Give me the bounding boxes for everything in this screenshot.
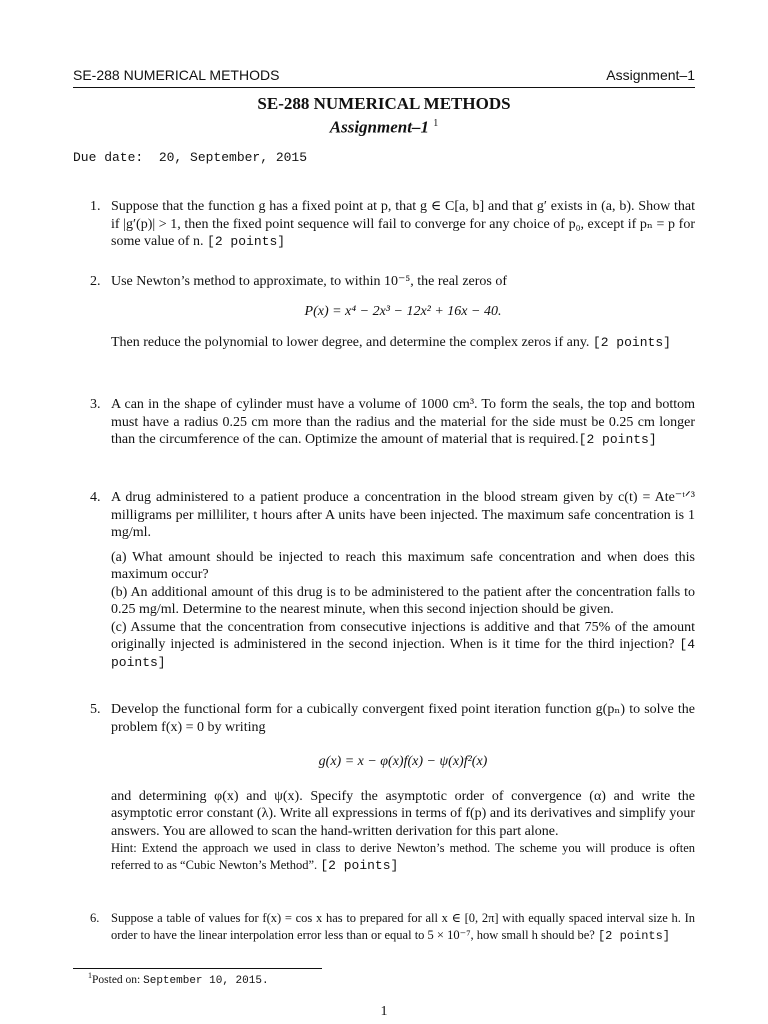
footnote-rule bbox=[73, 968, 322, 969]
problem-number: 5. bbox=[90, 702, 101, 717]
problem-number: 4. bbox=[90, 490, 101, 505]
problem-text: Develop the functional form for a cubically convergent fixed point iteration function g(pₙ) to solve the problem f(x) = 0 by writing bbox=[111, 702, 695, 735]
problem-points: [2 points] bbox=[578, 432, 657, 447]
problem-number: 6. bbox=[90, 911, 100, 925]
problem-text: Suppose that the function g has a fixed point at p, that g ∈ C[a, b] and that g′ exists in (a, b). Show that if |g′(p)| > 1, then the fixed point sequence will fail to converge for any choice of p₀, except if pₙ = p for some value of n. bbox=[111, 199, 695, 249]
footnote-label: Posted on: bbox=[92, 973, 141, 986]
problem-part-c: (c) Assume that the concentration from consecutive injections is additive and that 75% of the amount originally injected is administered in the second injection. When is it time for the third injection? bbox=[111, 619, 695, 652]
problem-equation: g(x) = x − φ(x)f(x) − ψ(x)f²(x) bbox=[318, 754, 488, 769]
document-title bbox=[73, 94, 695, 138]
running-header-right: Assignment–1 bbox=[606, 67, 695, 83]
problem-points: [2 points] bbox=[320, 858, 399, 873]
problem-points: [4 points] bbox=[111, 637, 695, 670]
problem-3 bbox=[73, 396, 695, 449]
problem-hint: Hint: Extend the approach we used in class to derive Newton’s method. The scheme you will produce is often referred to as “Cubic Newton’s Method”. bbox=[111, 841, 695, 872]
problem-points: [2 points] bbox=[207, 234, 286, 249]
due-date: Due date: 20, September, 2015 bbox=[73, 150, 308, 165]
title-line-2: Assignment–1 bbox=[329, 117, 429, 137]
problem-points: [2 points] bbox=[592, 335, 671, 350]
problem-5 bbox=[73, 701, 695, 874]
problem-text: Use Newton’s method to approximate, to within 10⁻⁵, the real zeros of bbox=[111, 274, 508, 289]
problem-text: A can in the shape of cylinder must have a volume of 1000 cm³. To form the seals, the top and bottom must have a radius 0.25 cm more than the radius and the material for the side must be 0.25 cm longer than the circumference of the can. Optimize the amount of material that is required. bbox=[111, 397, 695, 447]
problem-1 bbox=[73, 198, 695, 251]
running-header-left: SE-288 NUMERICAL METHODS bbox=[73, 67, 280, 83]
problem-number: 3. bbox=[90, 397, 101, 412]
problem-number: 1. bbox=[90, 199, 101, 214]
problem-equation: P(x) = x⁴ − 2x³ − 12x² + 16x − 40. bbox=[304, 303, 502, 319]
footnote bbox=[88, 971, 269, 987]
footnote-mark: 1 bbox=[88, 971, 92, 980]
title-footnote-mark: 1 bbox=[433, 118, 439, 129]
problem-text-continued: and determining φ(x) and ψ(x). Specify the asymptotic order of convergence (α) and write the asymptotic error constant (λ). Write all expressions in terms of f(p) and its derivatives and simplify your answers. You are allowed to scan the hand-written derivation for this part alone. bbox=[111, 788, 695, 839]
problem-6 bbox=[73, 910, 695, 945]
header-rule bbox=[73, 87, 695, 88]
running-header bbox=[73, 67, 695, 87]
problem-text: Suppose a table of values for f(x) = cos x has to prepared for all x ∈ [0, 2π] with equally spaced interval size h. In order to have the linear interpolation error less than or equal to 5 × 10⁻⁷, how small h should be? bbox=[111, 911, 695, 942]
problem-part-b: (b) An additional amount of this drug is to be administered to the patient after the concentration falls to 0.25 mg/ml. Determine to the nearest minute, when this second injection should be given. bbox=[111, 584, 695, 617]
problem-text-continued: Then reduce the polynomial to lower degree, and determine the complex zeros if any. bbox=[111, 335, 590, 350]
problem-text: A drug administered to a patient produce a concentration in the blood stream given by c(t) = Ate⁻ᵗᐟ³ milligrams per milliliter, t hours after A units have been injected. The maximum safe concentration is 1 mg/ml. bbox=[111, 490, 695, 540]
title-line-1: SE-288 NUMERICAL METHODS bbox=[257, 94, 511, 113]
problem-number: 2. bbox=[90, 274, 101, 289]
problem-4 bbox=[73, 489, 695, 671]
page-number: 1 bbox=[380, 1004, 388, 1019]
problem-2 bbox=[73, 273, 695, 352]
problem-part-a: (a) What amount should be injected to reach this maximum safe concentration and when does this maximum occur? bbox=[111, 549, 695, 582]
problem-points: [2 points] bbox=[597, 929, 670, 943]
footnote-date: September 10, 2015. bbox=[143, 974, 269, 987]
